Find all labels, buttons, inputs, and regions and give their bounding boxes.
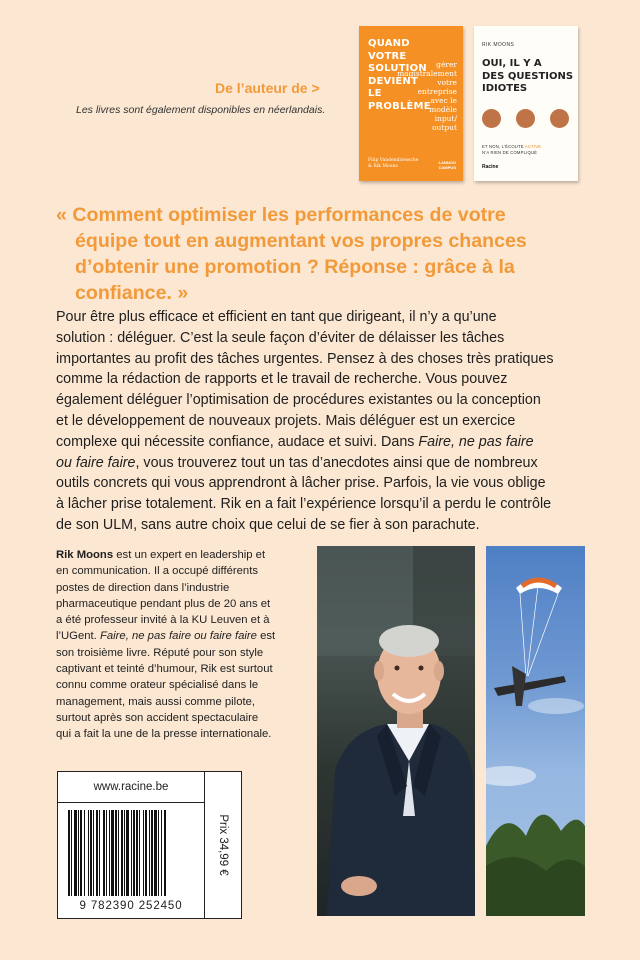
parachute-photo	[486, 546, 585, 916]
barcode-bar	[106, 810, 107, 896]
author-name: Rik Moons	[56, 549, 114, 561]
barcode-bar	[121, 810, 123, 896]
barcode-bar	[96, 810, 98, 896]
barcode-bar	[136, 810, 138, 896]
book-cover-author: RIK MOONS	[482, 42, 515, 48]
cover-dot	[482, 109, 501, 128]
publisher-website[interactable]: www.racine.be	[58, 772, 204, 803]
barcode-bar	[111, 810, 114, 896]
barcode-bar	[99, 810, 100, 896]
barcode-bar	[109, 810, 110, 896]
barcode-bar	[88, 810, 89, 896]
barcode-bar	[103, 810, 105, 896]
barcode-bar	[145, 810, 147, 896]
from-author-link[interactable]: De l’auteur de >	[215, 80, 320, 96]
book-cover-authors: Filip Vandendriessche & Rik Moons	[368, 158, 419, 169]
barcode-bar	[90, 810, 92, 896]
pull-quote: « Comment optimiser les performances de votre équipe tout en augmentant vos propres chances d’obtenir une promotion ? Réponse : grâce à la confiance. »	[56, 204, 527, 304]
book-cover-subtitle: gérer magistralement votre entreprise avec le modèle input/ output	[397, 60, 457, 132]
author-portrait-illustration	[317, 546, 475, 916]
barcode-bar	[151, 810, 153, 896]
barcode-bar	[71, 810, 72, 896]
book-title-italic: Faire, ne pas faire	[418, 433, 534, 450]
isbn-number: 9 782390 252450	[79, 900, 183, 912]
barcode-bar	[154, 810, 157, 896]
price-label: Prix 34,99 €	[216, 814, 229, 876]
barcode-bar	[68, 810, 70, 896]
barcode-bar	[124, 810, 125, 896]
cover-dot	[516, 109, 535, 128]
availability-note: Les livres sont également disponibles en néerlandais.	[76, 104, 326, 116]
barcode-bar	[149, 810, 150, 896]
barcode-bar	[80, 810, 82, 896]
barcode-bar	[158, 810, 159, 896]
barcode-panel	[57, 771, 242, 919]
barcode-bar	[139, 810, 140, 896]
barcode-bar	[143, 810, 144, 896]
barcode-bar	[118, 810, 119, 896]
barcode-bar	[74, 810, 77, 896]
publisher-logo: LANNOO CAMPUS	[438, 160, 456, 170]
barcode-bar	[84, 810, 85, 896]
book-cover-title: OUI, IL Y A DES QUESTIONS IDIOTES	[482, 58, 574, 94]
barcode-bar	[126, 810, 129, 896]
barcode-bar	[164, 810, 166, 896]
blurb-text: Pour être plus efficace et efficient en tant que dirigeant, il n’y a qu’une solution : déléguer. C’est la seule façon d’éviter de délaisser les tâches importantes au profit des tâches urgentes. Pensez à des choses très pratiques comme la rédaction de rapports et le travail de recherche. Vous pouvez également déléguer l’optimisation de procédures existantes ou la conception et le développement de nouveaux projets. Mais déléguer est un exercice complexe qui nécessite confiance, audace et suivi. Dans Faire, ne pas faire ou faire faire, vous trouverez tout un tas d’anecdotes ainsi que de nombreux outils concrets qui vous apprendront à lâcher prise. Parfois, la vie vous oblige à lâcher prise totalement. Rik en a fait l’expérience lorsqu’il a perdu le contrôle de son ULM, sans autre choix que celui de se fier à son parachute.	[56, 309, 554, 533]
book-cover-subtitle: ET NON, L’ÉCOUTE ACTIVE N’A RIEN DE COMPLIQUÉ	[482, 144, 542, 155]
barcode-bar	[78, 810, 79, 896]
barcode-bar	[131, 810, 132, 896]
book-cover-quand-votre-solution[interactable]	[359, 26, 463, 181]
cover-dot	[550, 109, 569, 128]
barcode-bar	[115, 810, 117, 896]
barcode-bar	[93, 810, 94, 896]
barcode-bar	[161, 810, 162, 896]
author-bio: Rik Moons est un expert en leadership et en communication. Il a occupé différents postes de direction dans l’industrie pharmaceutique pendant plus de 20 ans et a été professeur invité à la KU Leuven et à l’UGent. Faire, ne pas faire ou faire faire est son troisième livre. Réputé pour son style captivant et teinté d’humour, Rik est surtout connu comme orateur spécialisé dans le management, mais aussi comme pilote, surtout après son accident spectaculaire qui a fait la une de la presse internationale.	[56, 549, 276, 741]
barcode	[66, 810, 196, 896]
author-photo	[317, 546, 475, 916]
publisher-logo: Racine	[482, 164, 499, 170]
barcode-bar	[133, 810, 135, 896]
parachute-illustration	[486, 546, 585, 916]
book-title-italic: ou faire faire	[56, 454, 136, 471]
book-cover-title: QUAND VOTRE SOLUTION DEVIENT LE PROBLÈME	[368, 38, 431, 112]
book-cover-oui-il-y-a[interactable]	[474, 26, 578, 181]
